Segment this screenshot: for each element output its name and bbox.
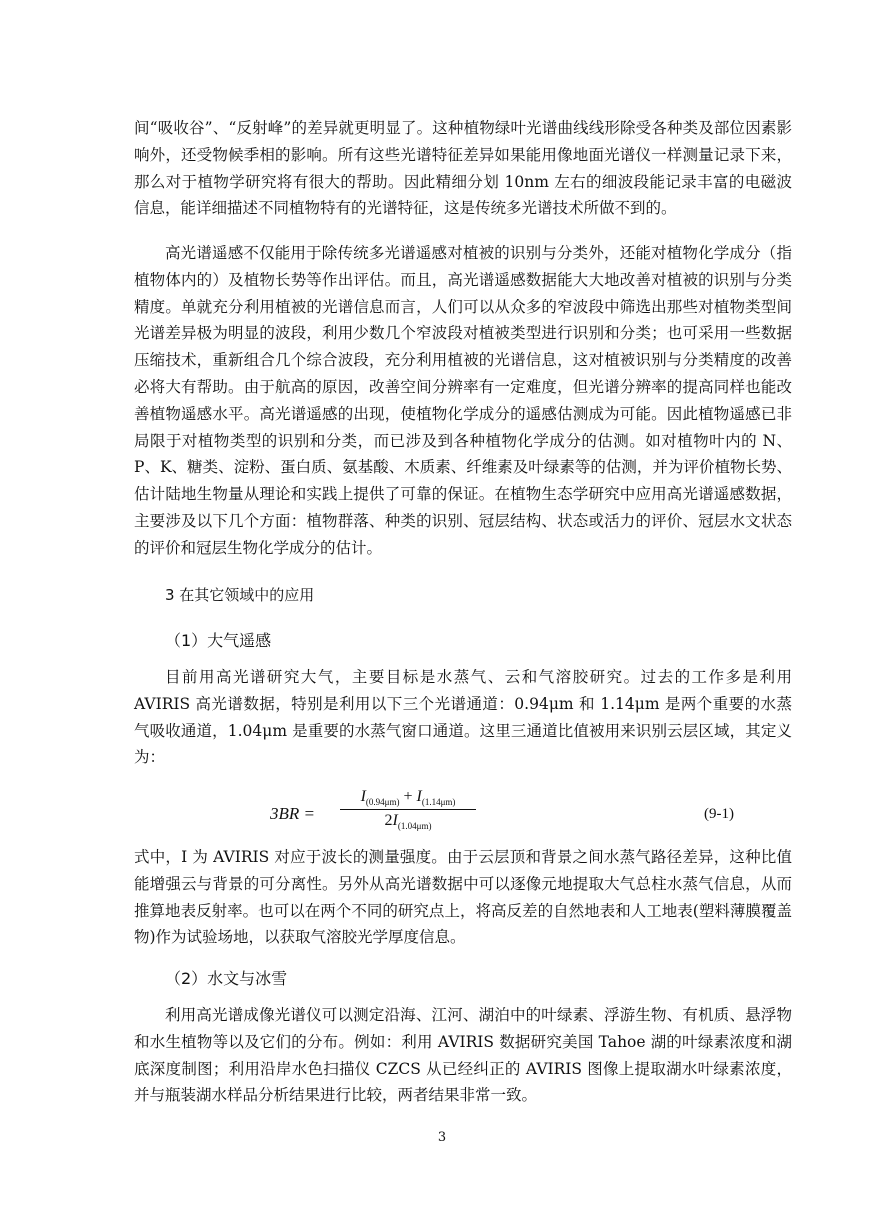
equation-numerator: $I_{(0.94\mu m)} + I_{(1.14\mu m)}$ [360,788,456,807]
subheading-atmospheric-remote-sensing: （1）大气遥感 [165,631,272,650]
equation-3br [270,788,790,848]
equation-denominator: $2I_{(1.04\mu m)}$ [384,812,432,831]
paragraph-atmosphere: 目前用高光谱研究大气，主要目标是水蒸气、云和气溶胶研究。过去的工作多是利用 AVIRIS 高光谱数据，特别是利用以下三个光谱通道：0.94μm 和 1.14μm 是两个重要的水蒸气吸收通道，1.04μm 是重要的水蒸气窗口通道。这里三通道比值被用来识别云层区域，其定义为： [134,668,792,767]
subheading-hydrology-snow: （2）水文与冰雪 [165,969,288,988]
equation-fraction [340,788,476,831]
fraction-bar [340,809,476,810]
paragraph-hydrology: 利用高光谱成像光谱仪可以测定沿海、江河、湖泊中的叶绿素、浮游生物、有机质、悬浮物和水生植物等以及它们的分布。例如：利用 AVIRIS 数据研究美国 Tahoe 湖的叶绿素浓度和湖底深度制图；利用沿岸水色扫描仪 CZCS 从已经纠正的 AVIRIS 图像上提取湖水叶绿素浓度，并与瓶装湖水样品分析结果进行比较，两者结果非常一致。 [134,1006,792,1105]
paragraph-plant-spectra: 间“吸收谷”、“反射峰”的差异就更明显了。这种植物绿叶光谱曲线线形除受各种类及部位因素影响外，还受物候季相的影响。所有这些光谱特征差异如果能用像地面光谱仪一样测量记录下来，那么对于植物学研究将有很大的帮助。因此精细分划 10nm 左右的细波段能记录丰富的电磁波信息，能详细描述不同植物特有的光谱特征，这是传统多光谱技术所做不到的。 [134,119,792,218]
equation-lhs: 3BR = [270,804,315,823]
section-heading-other-applications: 3 在其它领域中的应用 [165,586,315,604]
equation-number: (9-1) [704,806,734,822]
paragraph-formula-explanation: 式中，I 为 AVIRIS 对应于波长的测量强度。由于云层顶和背景之间水蒸气路径差异，这种比值能增强云与背景的可分离性。另外从高光谱数据中可以逐像元地提取大气总柱水蒸气信息，从而推算地表反射率。也可以在两个不同的研究点上，将高反差的自然地表和人工地表(塑料薄膜覆盖物)作为试验场地，以获取气溶胶光学厚度信息。 [134,848,792,947]
page-number: 3 [437,1130,447,1145]
paragraph-hyperspectral-vegetation: 高光谱遥感不仅能用于除传统多光谱遥感对植被的识别与分类外，还能对植物化学成分（指植物体内的）及植物长势等作出评估。而且，高光谱遥感数据能大大地改善对植被的识别与分类精度。单就充分利用植被的光谱信息而言，人们可以从众多的窄波段中筛选出那些对植物类型间光谱差异极为明显的波段，利用少数几个窄波段对植被类型进行识别和分类；也可采用一些数据压缩技术，重新组合几个综合波段，充分利用植被的光谱信息，这对植被识别与分类精度的改善必将大有帮助。由于航高的原因，改善空间分辨率有一定难度，但光谱分辨率的提高同样也能改善植物遥感水平。高光谱遥感的出现，使植物化学成分的遥感估测成为可能。因此植物遥感已非局限于对植物类型的识别和分类，而已涉及到各种植物化学成分的估测。如对植物叶内的 N、P、K、糖类、淀粉、蛋白质、氨基酸、木质素、纤维素及叶绿素等的估测，并为评价植物长势、估计陆地生物量从理论和实践上提供了可靠的保证。在植物生态学研究中应用高光谱遥感数据，主要涉及以下几个方面：植物群落、种类的识别、冠层结构、状态或活力的评价、冠层水文状态的评价和冠层生物化学成分的估计。 [134,244,792,557]
